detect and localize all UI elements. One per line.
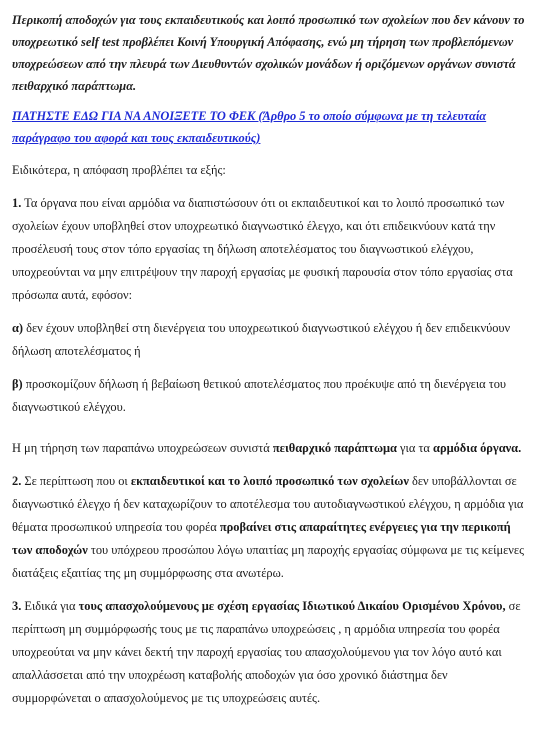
violation-bold-1: πειθαρχικό παράπτωμα	[272, 441, 397, 455]
paragraph-a-label: α)	[12, 321, 24, 335]
paragraph-b	[12, 373, 527, 419]
paragraph-3-text-1: Ειδικά για	[21, 599, 79, 613]
paragraph-2	[12, 470, 527, 585]
paragraph-2-number: 2.	[12, 474, 22, 488]
lead-paragraph: Ειδικότερα, η απόφαση προβλέπει τα εξής:	[12, 163, 226, 177]
paragraph-1-text: Τα όργανα που είναι αρμόδια να διαπιστώσουν ότι οι εκπαιδευτικοί και το λοιπό προσωπικό των σχολείων έχουν υποβληθεί στον υποχρεωτικό διαγνωστικό έλεγχο, και ότι επιδεικνύουν κατά την προσέλευσή τους στον τόπο εργασίας τη δήλωση αποτελέσματος του διαγνωστικού ελέγχου, υποχρεούνται να μην επιτρέψουν την παροχή εργασίας με φυσική παρουσία στον τόπο εργασίας στα πρόσωπα αυτά, εφόσον:	[12, 196, 513, 302]
paragraph-3	[12, 595, 527, 710]
paragraph-b-text: προσκομίζουν δήλωση ή βεβαίωση θετικού αποτελέσματος που προέκυψε από τη διενέργεια του διαγνωστικού ελέγχου.	[12, 377, 507, 414]
paragraph-2-bold-1: εκπαιδευτικοί και το λοιπό προσωπικό των σχολείων	[130, 474, 409, 488]
violation-bold-2: αρμόδια όργανα.	[433, 441, 522, 455]
violation-text-2: για τα	[396, 441, 434, 455]
paragraph-2-bold-2: προβαίνει στις απαραίτητες ενέργειες για την περικοπή των αποδοχών	[12, 520, 511, 557]
violation-text-1: Η μη τήρηση των παραπάνω υποχρεώσεων συνιστά	[12, 441, 273, 455]
paragraph-3-text-2: σε περίπτωση μη συμμόρφωσής τους με τις παραπάνω υποχρεώσεις , η αρμόδια υπηρεσία του φορέα υποχρεούται να μην κάνει δεκτή την παροχή εργασίας του απασχολούμενου για τον λόγο αυτό και απαλλάσσεται από την υποχρέωση καταβολής αποδοχών για όσο χρονικό διάστημα δεν συμμορφώνεται ο απασχολούμενος με τις υποχρεώσεις αυτές.	[12, 599, 521, 705]
paragraph-b-label: β)	[12, 377, 23, 391]
paragraph-3-number: 3.	[12, 599, 22, 613]
violation-paragraph	[12, 437, 527, 460]
paragraph-2-text-2: δεν υποβάλλονται σε διαγνωστικό έλεγχο ή δεν καταχωρίζουν το αποτέλεσμα του αυτοδιαγνωστικού ελέγχου, η αρμόδια για θέματα προσωπικού υπηρεσία του φορέα	[12, 474, 524, 534]
fek-link[interactable]: ΠΑΤΗΣΤΕ ΕΔΩ ΓΙΑ ΝΑ ΑΝΟΙΞΕΤΕ ΤΟ ΦΕΚ (Άρθρο 5 το οποίο σύμφωνα με τη τελευταία παράγραφο του αφορά και τους εκπαιδευτικούς)	[12, 109, 487, 145]
paragraph-1-number: 1.	[12, 196, 22, 210]
paragraph-3-bold-1: τους απασχολούμενους με σχέση εργασίας Ιδιωτικού Δικαίου Ορισμένου Χρόνου,	[78, 599, 506, 613]
paragraph-2-text-3: του υπόχρεου προσώπου λόγω υπαιτίας μη παροχής εργασίας σύμφωνα με τις κείμενες διατάξεις εξαιτίας της μη συμμόρφωσης στα ανωτέρω.	[12, 543, 525, 580]
paragraph-a	[12, 317, 527, 363]
article-intro: Περικοπή αποδοχών για τους εκπαιδευτικούς και λοιπό προσωπικό των σχολείων που δεν κάνουν το υποχρεωτικό self test προβλέπει Κοινή Υπουργική Απόφασης, ενώ μη τήρηση των προβλεπόμενων υποχρεώσεων από την πλευρά των Διευθυντών σχολικών μονάδων ή οριζόμενων οργάνων συνιστά πειθαρχικό παράπτωμα.	[12, 13, 525, 93]
paragraph-2-text-1: Σε περίπτωση που οι	[21, 474, 131, 488]
paragraph-a-text: δεν έχουν υποβληθεί στη διενέργεια του υποχρεωτικού διαγνωστικού ελέγχου ή δεν επιδεικνύουν δήλωση αποτελέσματος ή	[12, 321, 511, 358]
paragraph-1	[12, 192, 527, 307]
